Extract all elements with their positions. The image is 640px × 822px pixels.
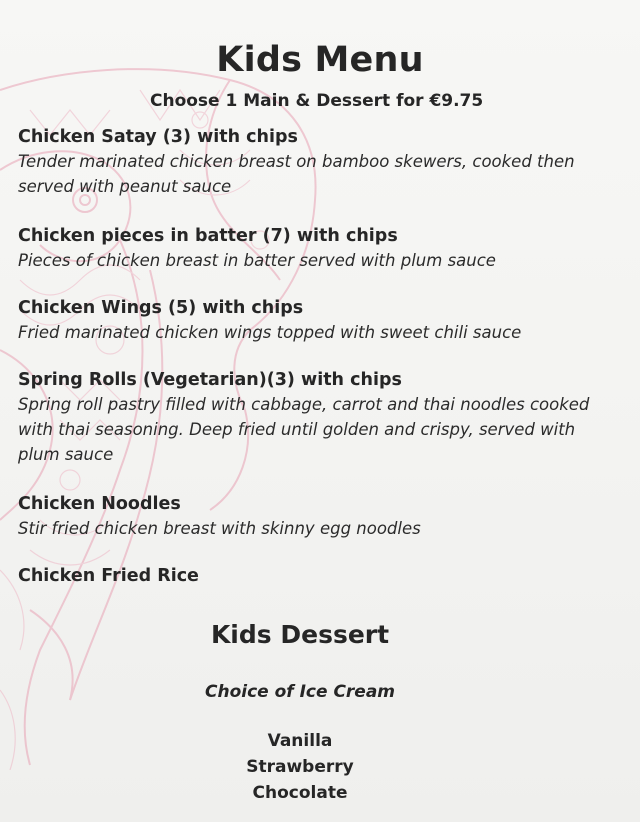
menu-item (18, 492, 618, 541)
menu-item-name: Chicken pieces in batter (7) with chips (18, 226, 398, 246)
flavour-item: Vanilla (267, 731, 333, 751)
menu-item (18, 125, 618, 199)
menu-item (18, 224, 618, 273)
menu-item (18, 368, 618, 467)
menu-item (18, 564, 618, 588)
menu-item-name: Chicken Fried Rice (18, 566, 199, 586)
menu-item-name: Chicken Wings (5) with chips (18, 298, 304, 318)
flavour-item: Chocolate (252, 783, 348, 803)
menu-item-name: Chicken Satay (3) with chips (18, 127, 298, 147)
menu-item-name: Spring Rolls (Vegetarian)(3) with chips (18, 370, 402, 390)
menu-item (18, 296, 618, 345)
menu-subtitle: Choose 1 Main & Dessert for €9.75 (150, 91, 484, 111)
menu-item-name: Chicken Noodles (18, 494, 181, 514)
dessert-title: Kids Dessert (210, 620, 390, 649)
flavour-item: Strawberry (246, 757, 354, 777)
menu-item-description: Spring roll pastry filled with cabbage, carrot and thai noodles cooked with thai seasoning. Deep fried until golden and crispy, served with plum sauce (18, 395, 590, 464)
menu-title: Kids Menu (216, 40, 424, 80)
dessert-subtitle: Choice of Ice Cream (204, 682, 396, 702)
menu-item-description: Pieces of chicken breast in batter served with plum sauce (18, 251, 496, 270)
menu-item-description: Stir fried chicken breast with skinny egg noodles (18, 519, 421, 538)
flavour-list (0, 728, 600, 806)
menu-item-description: Fried marinated chicken wings topped with sweet chili sauce (18, 323, 522, 342)
menu-item-description: Tender marinated chicken breast on bamboo skewers, cooked then served with peanut sauce (18, 152, 575, 196)
